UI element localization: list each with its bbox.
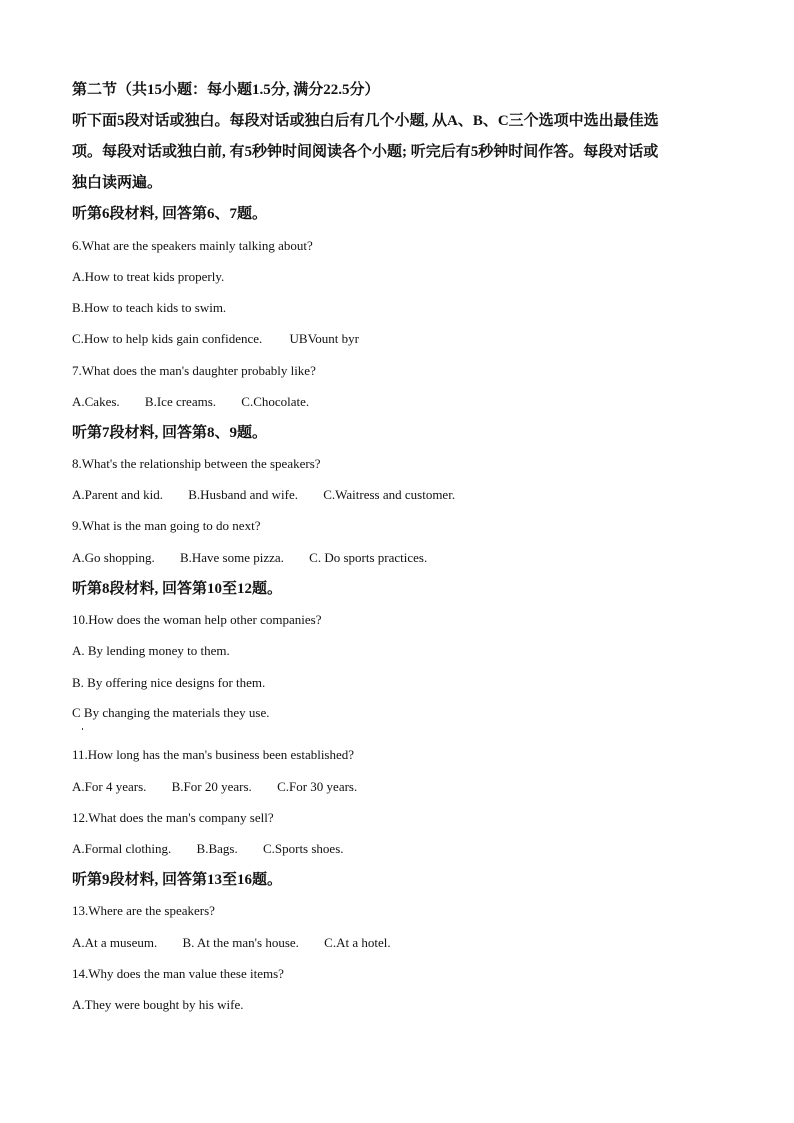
stray-mark [82,728,83,730]
option-10a: A. By lending money to them. [72,643,230,658]
question-10: 10.How does the woman help other companies? [72,612,322,627]
options-8 [72,486,455,504]
option-6b: B.How to teach kids to swim. [72,300,227,315]
options-12 [72,840,344,858]
option-12b: B.Bags. [196,841,238,856]
instructions-line-2: 项。每段对话或独白前, 有5秒钟时间阅读各个小题; 听完后有5秒钟时间作答。每段对话或 [72,144,659,160]
group-heading-7: 听第7段材料, 回答第8、9题。 [72,425,268,441]
option-14a: A.They were bought by his wife. [72,997,244,1012]
option-8b: B.Husband and wife. [188,487,298,502]
question-13: 13.Where are the speakers? [72,903,215,918]
instructions-line-3: 独白读两遍。 [72,175,163,191]
options-13 [72,934,391,952]
option-6a: A.How to treat kids properly. [72,269,225,284]
option-8a: A.Parent and kid. [72,487,163,502]
question-8: 8.What's the relationship between the speakers? [72,456,321,471]
group-heading-6: 听第6段材料, 回答第6、7题。 [72,206,268,222]
options-11 [72,778,357,796]
question-6: 6.What are the speakers mainly talking about? [72,238,313,253]
option-11c: C.For 30 years. [277,779,358,794]
option-6c-line [72,330,359,348]
section-heading: 第二节（共15小题：每小题1.5分, 满分22.5分） [72,82,380,98]
option-10b: B. By offering nice designs for them. [72,675,266,690]
watermark-text: UBVount byr [289,331,359,346]
option-9c: C. Do sports practices. [309,550,428,565]
question-11: 11.How long has the man's business been established? [72,747,355,762]
option-10c: C By changing the materials they use. [72,705,270,720]
option-8c: C.Waitress and customer. [323,487,456,502]
option-12a: A.Formal clothing. [72,841,172,856]
option-11b: B.For 20 years. [171,779,252,794]
question-12: 12.What does the man's company sell? [72,810,274,825]
instructions-line-1: 听下面5段对话或独白。每段对话或独白后有几个小题, 从A、B、C三个选项中选出最佳选 [72,113,659,129]
question-9: 9.What is the man going to do next? [72,518,261,533]
group-heading-9: 听第9段材料, 回答第13至16题。 [72,872,283,888]
option-6c: C.How to help kids gain confidence. [72,331,263,346]
question-14: 14.Why does the man value these items? [72,966,284,981]
question-7: 7.What does the man's daughter probably like? [72,363,316,378]
option-13a: A.At a museum. [72,935,158,950]
option-13c: C.At a hotel. [324,935,391,950]
options-9 [72,549,427,567]
option-7b: B.Ice creams. [144,394,217,409]
option-13b: B. At the man's house. [182,935,299,950]
option-11a: A.For 4 years. [72,779,147,794]
option-7a: A.Cakes. [72,394,120,409]
option-12c: C.Sports shoes. [262,841,344,856]
option-7c: C.Chocolate. [241,394,310,409]
option-9b: B.Have some pizza. [179,550,284,565]
option-9a: A.Go shopping. [72,550,155,565]
options-7 [72,393,309,411]
group-heading-8: 听第8段材料, 回答第10至12题。 [72,581,283,597]
